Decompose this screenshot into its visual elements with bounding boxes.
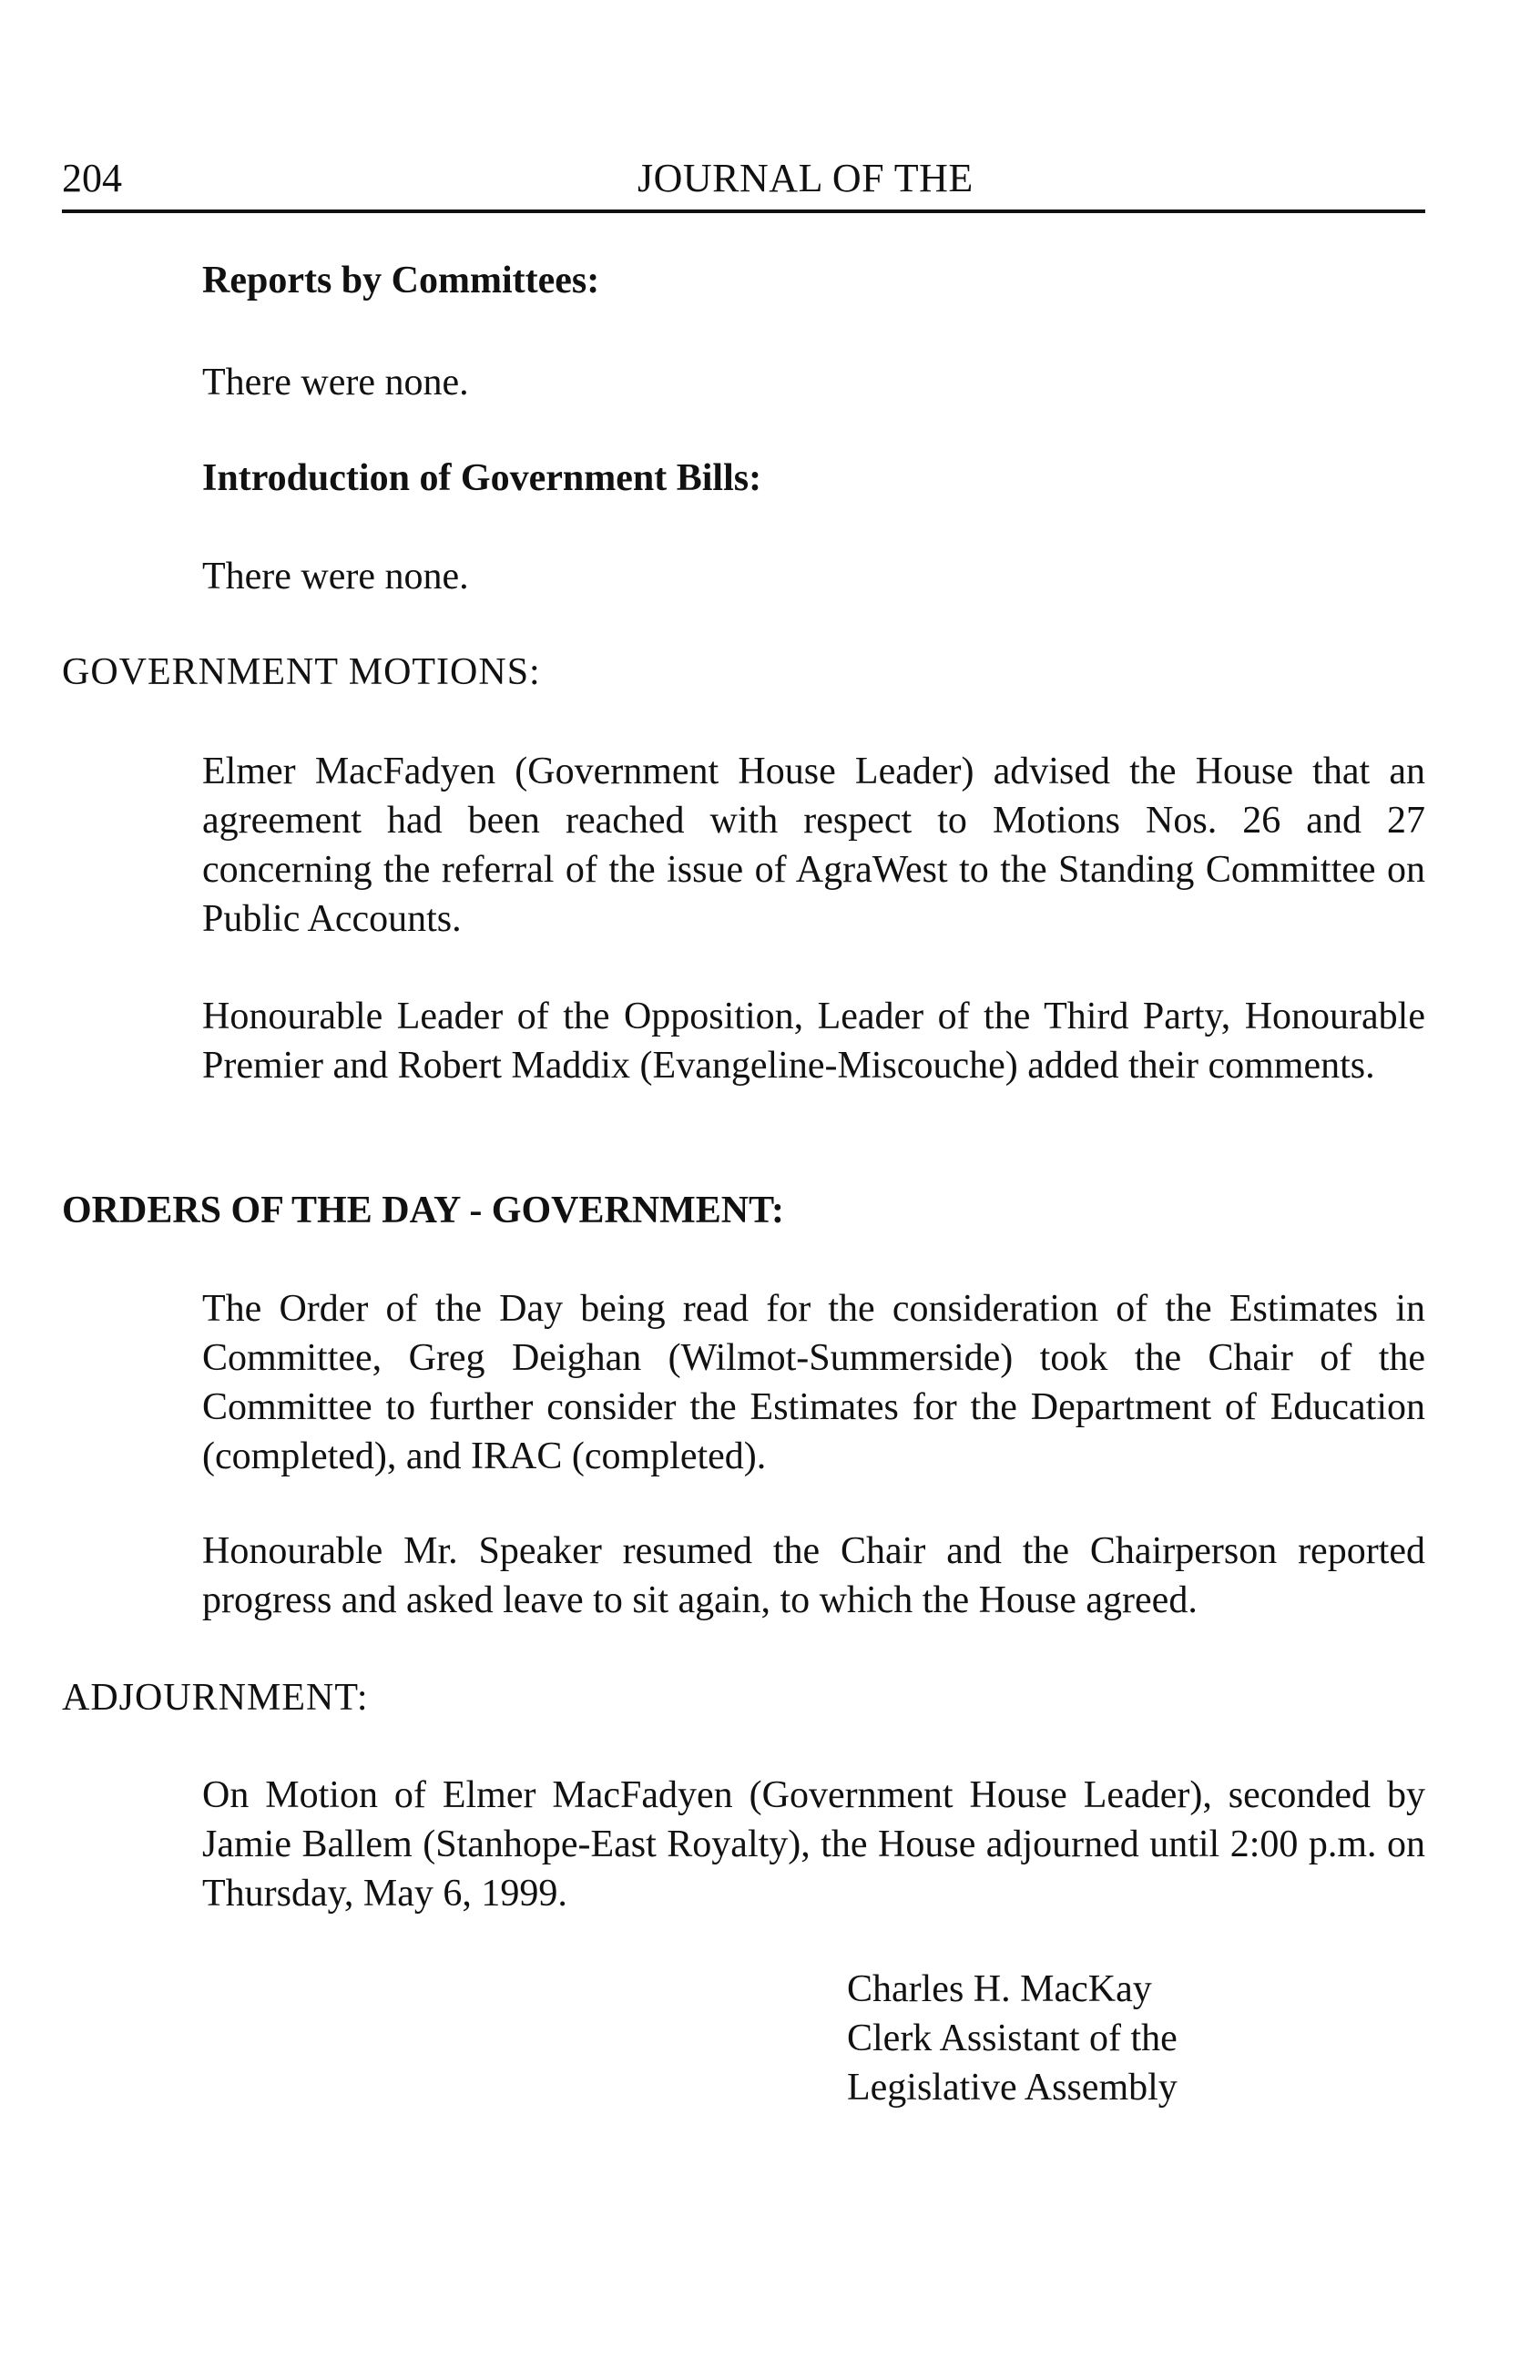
orders-heading: ORDERS OF THE DAY - GOVERNMENT: bbox=[62, 1190, 785, 1231]
bills-text: There were none. bbox=[202, 556, 469, 598]
page-number: 204 bbox=[62, 156, 122, 200]
signature-block bbox=[847, 1965, 1178, 2112]
motions-heading: GOVERNMENT MOTIONS: bbox=[62, 651, 541, 693]
signature-title-line-2: Legislative Assembly bbox=[847, 2067, 1178, 2109]
bills-heading: Introduction of Government Bills: bbox=[202, 457, 762, 499]
reports-text: There were none. bbox=[202, 362, 469, 403]
orders-paragraph-1: The Order of the Day being read for the consideration of the Estimates in Committee, Greg Deighan (Wilmot-Summerside) took the Chair of the Committee to further consider the Estimates for the Department of Education (completed), and IRAC (completed). bbox=[202, 1288, 1425, 1477]
adjournment-heading: ADJOURNMENT: bbox=[62, 1677, 369, 1719]
signature-title-line-1: Clerk Assistant of the bbox=[847, 2017, 1178, 2059]
reports-heading: Reports by Committees: bbox=[202, 260, 600, 301]
motions-paragraph-1: Elmer MacFadyen (Government House Leader) advised the House that an agreement had been reached with respect to Motions Nos. 26 and 27 concerning the referral of the issue of AgraWest to the Standing Committee on Public Accounts. bbox=[202, 751, 1425, 940]
motions-paragraph-2: Honourable Leader of the Opposition, Leader of the Third Party, Honourable Premier and Robert Maddix (Evangeline-Miscouche) added their comments. bbox=[202, 996, 1425, 1087]
adjournment-paragraph: On Motion of Elmer MacFadyen (Government House Leader), seconded by Jamie Ballem (Stanhope-East Royalty), the House adjourned until 2:00 p.m. on Thursday, May 6, 1999. bbox=[202, 1774, 1425, 1915]
signature-name: Charles H. MacKay bbox=[847, 1968, 1152, 2010]
running-head: JOURNAL OF THE bbox=[637, 156, 974, 200]
orders-paragraph-2: Honourable Mr. Speaker resumed the Chair and the Chairperson reported progress and asked leave to sit again, to which the House agreed. bbox=[202, 1530, 1425, 1621]
page-header bbox=[62, 153, 1425, 213]
